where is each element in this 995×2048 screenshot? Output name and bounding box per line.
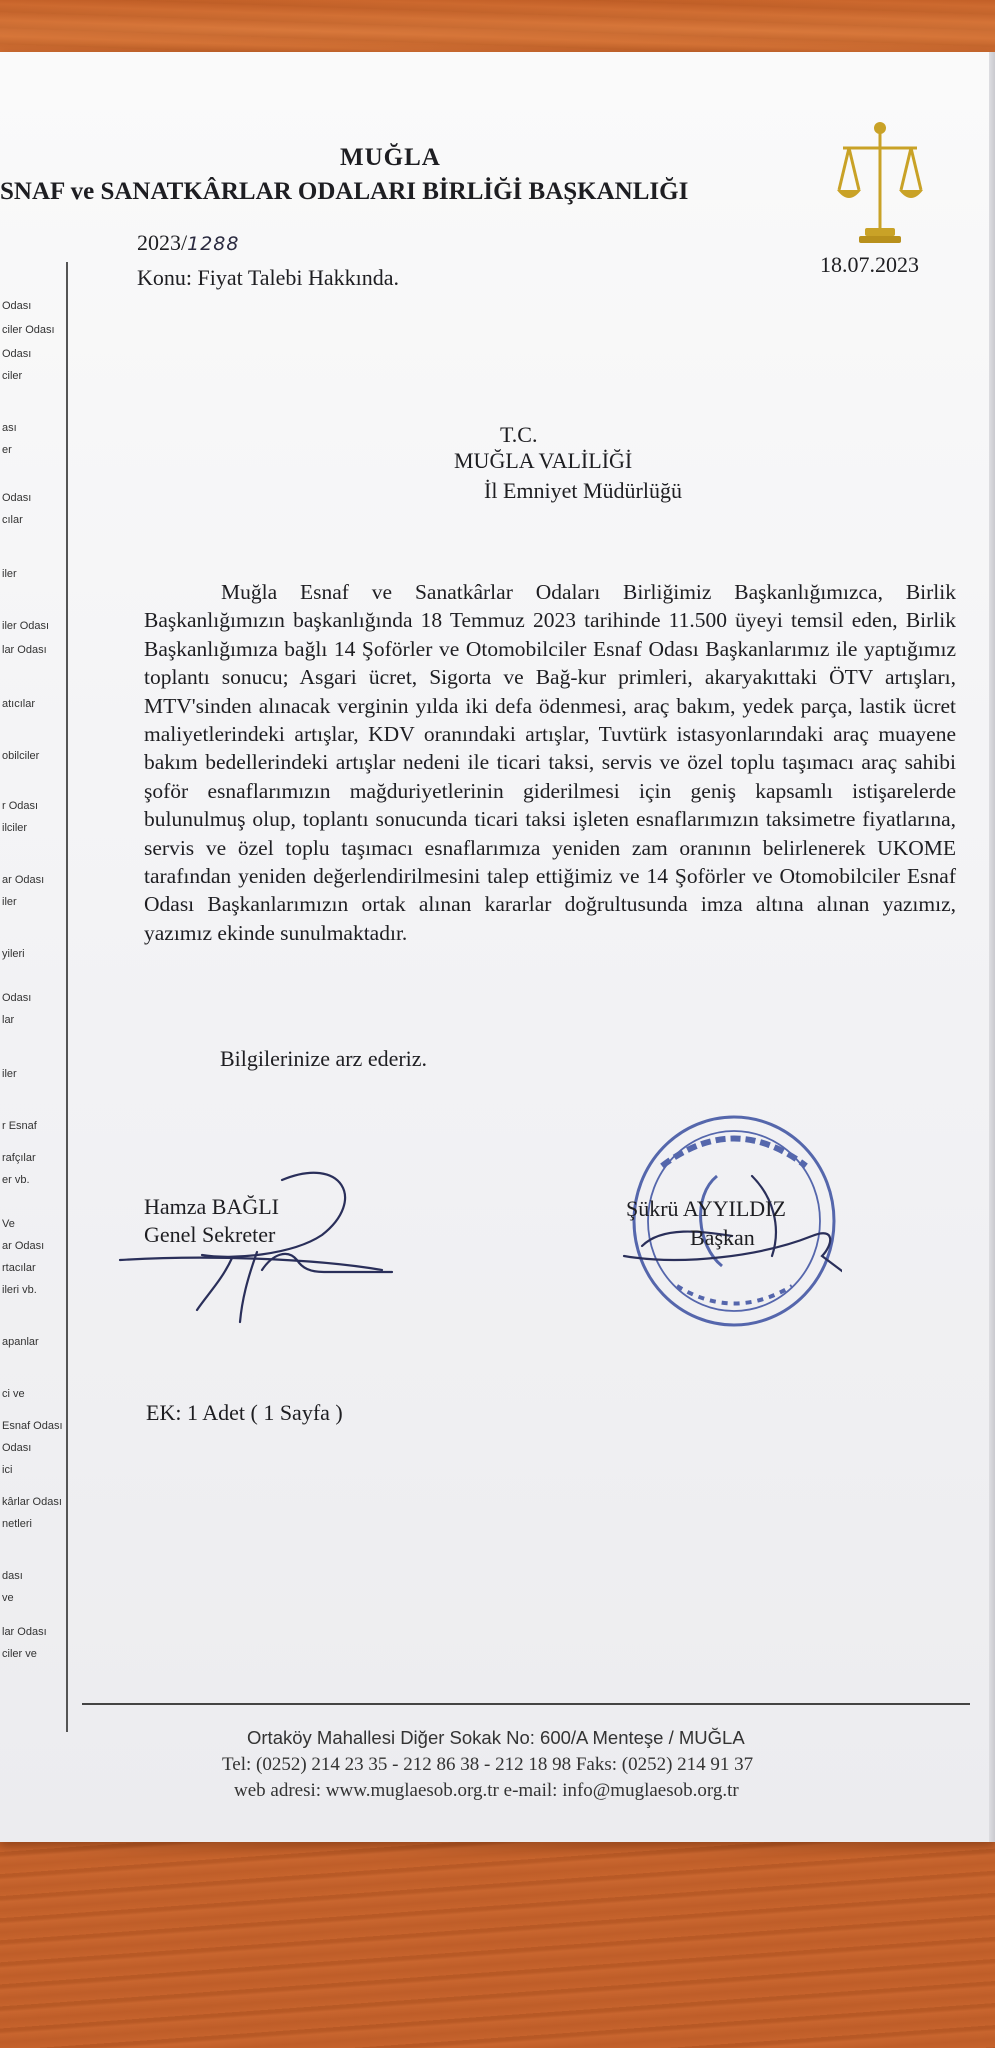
addressee-line-1: T.C. xyxy=(500,422,538,447)
reference-number-printed: 2023/ xyxy=(137,230,188,255)
margin-fragment: ar Odası xyxy=(2,874,45,886)
letter-body: Muğla Esnaf ve Sanatkârlar Odaları Birliğimiz Başkanlığımızca, Birlik Başkanlığımızın başkanlığında 18 Temmuz 2023 tarihinde 11.500 üyeyi temsil eden, Birlik Başkanlığımıza bağlı 14 Şoförler ve Otomobilciler Esnaf Odası Başkanlarımız ile yaptığımız toplantı sonucu; Asgari ücret, Sigorta ve Bağ-kur primleri, akaryakıttaki ÖTV artışları, MTV'sinden alınacak verginin yılda iki defa ödenmesi, araç bakım, yedek parça, lastik ücret maliyetlerindeki artışlar, KDV oranındaki artışlar, Tuvtürk istasyonlarındaki araç muayene bakım bedellerindeki artışlar nedeni ile ticari taksi, servis ve özel toplu taşımacı araç sahibi şoför esnaflarımızın mağduriyetlerinin giderilmesi için geniş kapsamlı istişarelerde bulunulmuş olup, toplantı sonucunda ticari taksi işleten esnaflarımızın taksimetre fiyatlarına, servis ve özel toplu taşımacı esnaflarımıza yeniden zam oranının belirlenerek UKOME tarafından yeniden değerlendirilmesini talep ettiğimiz ve 14 Şoförler ve Otomobilciler Esnaf Odası Başkanlarımızın ortak alınan kararlar doğrultusunda imza altına alınan yazımız, yazımız ekinde sunulmaktadır. xyxy=(144,580,956,945)
margin-fragment: obilciler xyxy=(2,750,40,762)
margin-fragment: er vb. xyxy=(2,1174,30,1186)
margin-fragment: cılar xyxy=(2,514,23,526)
table-surface-top xyxy=(0,0,995,60)
margin-fragment: ciler ve xyxy=(2,1648,37,1660)
margin-fragment: atıcılar xyxy=(2,698,36,710)
closing-line: Bilgilerinize arz ederiz. xyxy=(220,1046,428,1071)
margin-fragment: iler xyxy=(2,896,17,908)
margin-fragment: lar Odası xyxy=(2,644,47,656)
footer-rule xyxy=(82,1703,970,1705)
margin-fragment: apanlar xyxy=(2,1336,39,1348)
margin-fragment: iler Odası xyxy=(2,620,50,632)
margin-fragment: ci ve xyxy=(2,1388,25,1400)
header-city: MUĞLA xyxy=(340,144,441,171)
scales-of-justice-icon xyxy=(835,118,925,248)
margin-fragment: Ve xyxy=(2,1218,15,1230)
signatory-right-title: Başkan xyxy=(690,1225,755,1250)
margin-fragment: netleri xyxy=(2,1518,32,1530)
margin-fragment: ar Odası xyxy=(2,1240,45,1252)
footer-phones: Tel: (0252) 214 23 35 - 212 86 38 - 212 18 98 Faks: (0252) 214 91 37 xyxy=(222,1754,754,1775)
footer-web: web adresi: www.muglaesob.org.tr e-mail: info@muglaesob.org.tr xyxy=(234,1780,739,1801)
header-organization: SNAF ve SANATKÂRLAR ODALARI BİRLİĞİ BAŞKANLIĞI xyxy=(0,178,689,205)
reference-number-handwritten: 1288 xyxy=(187,233,240,255)
margin-rule xyxy=(66,262,68,1732)
margin-fragment: rtacılar xyxy=(2,1262,36,1274)
margin-fragment: Odası xyxy=(2,1442,32,1454)
document-date: 18.07.2023 xyxy=(820,252,919,277)
margin-fragment: Esnaf Odası xyxy=(2,1420,63,1432)
addressee-line-2: MUĞLA VALİLİĞİ xyxy=(454,448,633,473)
annex-note: EK: 1 Adet ( 1 Sayfa ) xyxy=(146,1400,343,1425)
margin-fragment: r Esnaf xyxy=(2,1120,37,1132)
reference-number xyxy=(137,230,239,256)
margin-fragment: ciler Odası xyxy=(2,324,55,336)
addressee-line-3: İl Emniyet Müdürlüğü xyxy=(484,478,682,503)
margin-fragment: dası xyxy=(2,1570,23,1582)
margin-fragment: lar xyxy=(2,1014,15,1026)
margin-fragment: iler xyxy=(2,568,17,580)
margin-fragment: kârlar Odası xyxy=(2,1496,62,1508)
signatory-left-title: Genel Sekreter xyxy=(144,1222,276,1247)
margin-fragment: er xyxy=(2,444,12,456)
margin-fragment: Odası xyxy=(2,300,32,312)
margin-fragment: iler xyxy=(2,1068,17,1080)
margin-fragment: ciler xyxy=(2,370,23,382)
margin-fragment: ilciler xyxy=(2,822,28,834)
table-surface-bottom xyxy=(0,1830,995,2048)
margin-fragment: ici xyxy=(2,1464,13,1476)
margin-fragment: Odası xyxy=(2,492,32,504)
margin-fragment: Odası xyxy=(2,348,32,360)
subject-line: Konu: Fiyat Talebi Hakkında. xyxy=(137,265,400,290)
footer-address: Ortaköy Mahallesi Diğer Sokak No: 600/A Menteşe / MUĞLA xyxy=(247,1727,745,1748)
margin-fragment: rafçılar xyxy=(2,1152,36,1164)
margin-fragment: ası xyxy=(2,422,17,434)
margin-fragment: lar Odası xyxy=(2,1626,47,1638)
page-edge xyxy=(989,52,995,1842)
signatory-left-name: Hamza BAĞLI xyxy=(144,1194,280,1219)
margin-fragment: ve xyxy=(2,1592,14,1604)
signatory-right-name: Şükrü AYYILDIZ xyxy=(626,1196,786,1221)
margin-fragment: ileri vb. xyxy=(2,1284,37,1296)
margin-fragment: Odası xyxy=(2,992,32,1004)
margin-fragment: r Odası xyxy=(2,800,39,812)
margin-fragment: yileri xyxy=(2,948,25,960)
